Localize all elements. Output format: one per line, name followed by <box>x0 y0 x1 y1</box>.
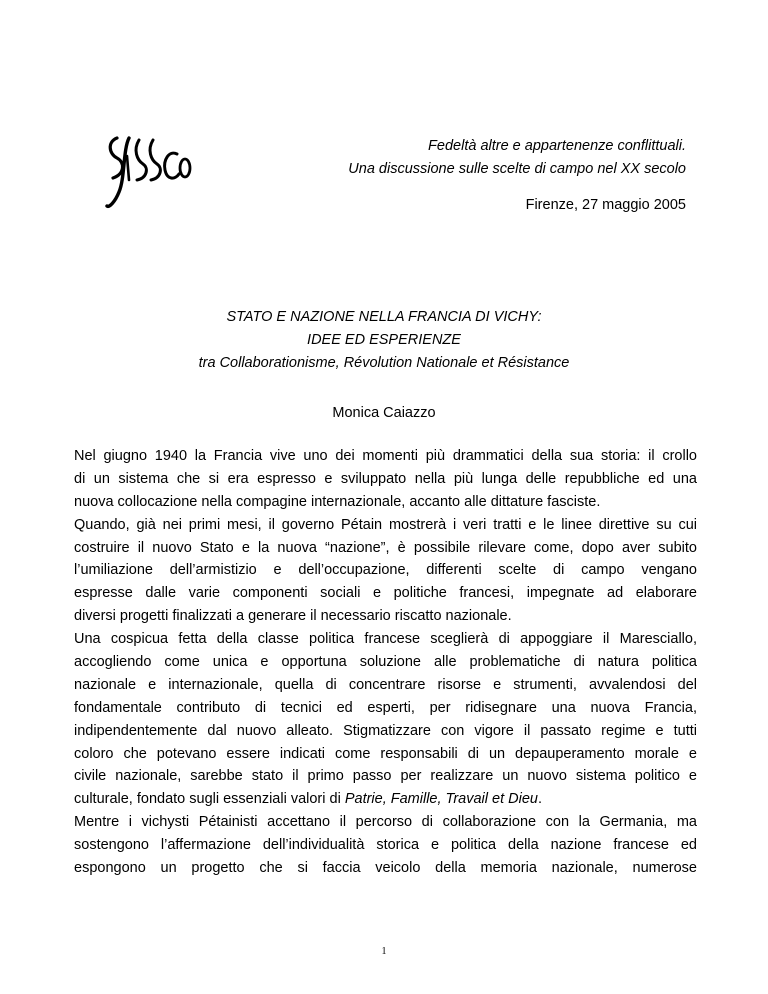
body-line: accogliendo come unica e opportuna soluzione alle problematiche di natura politica <box>74 654 697 671</box>
paper-title-line-2: IDEE ED ESPERIENZE <box>307 332 461 348</box>
body-line: costruire il nuovo Stato e la nuova “nazione”, è possibile rilevare come, dopo aver subito <box>74 539 697 556</box>
body-line: diversi progetti finalizzati a generare il necessario riscatto nazionale. <box>74 608 512 625</box>
place-date: Firenze, 27 maggio 2005 <box>525 197 686 213</box>
conference-title: Fedeltà altre e appartenenze conflittuali. <box>428 138 686 154</box>
author-name: Monica Caiazzo <box>332 405 436 421</box>
body-line: fondamentale contributo di tecnici ed esperti, per ridisegnare una nuova Francia, <box>74 699 697 716</box>
paper-subtitle: tra Collaborationisme, Révolution Nationale et Résistance <box>198 355 570 371</box>
body-line: civile nazionale, sarebbe stato il primo passo per realizzare un nuovo sistema politico e <box>74 768 697 785</box>
body-line: Quando, già nei primi mesi, il governo Pétain mostrerà i veri tratti e le linee direttive su cui <box>74 516 697 533</box>
body-line: nazionale e internazionale, quella di concentrare risorse e strumenti, avvalendosi del <box>74 676 697 693</box>
body-text <box>74 445 697 880</box>
conference-subtitle: Una discussione sulle scelte di campo nel XX secolo <box>348 161 686 177</box>
body-line: Una cospicua fetta della classe politica francese sceglierà di appoggiare il Maresciallo, <box>74 631 697 648</box>
body-line: espongono un progetto che si faccia veicolo della memoria nazionale, numerose <box>74 860 697 877</box>
page-number: 1 <box>381 946 387 957</box>
body-line: di un sistema che si era espresso e sviluppato nella più lunga delle repubbliche ed una <box>74 470 697 487</box>
body-line: sostengono l’affermazione dell’individualità storica e politica della nazione francese ed <box>74 837 697 854</box>
body-line: Mentre i vichysti Pétainisti accettano il percorso di collaborazione con la Germania, ma <box>74 814 697 831</box>
body-text-run: culturale, fondato sugli essenziali valori di <box>74 791 345 808</box>
sissco-logo <box>103 128 193 212</box>
body-line: indipendentemente dal nuovo alleato. Stigmatizzare con vigore il passato regime e tutti <box>74 722 697 739</box>
body-line: nuova collocazione nella compagine internazionale, accanto alle dittature fasciste. <box>74 493 601 510</box>
paper-title-line-1: STATO E NAZIONE NELLA FRANCIA DI VICHY: <box>226 309 542 325</box>
body-text-run: . <box>537 791 542 808</box>
body-line: Nel giugno 1940 la Francia vive uno dei momenti più drammatici della sua storia: il crollo <box>74 448 697 464</box>
motto-italic: Patrie, Famille, Travail et Dieu <box>344 791 538 808</box>
body-line: coloro che potevano essere indicati come responsabili di un depauperamento morale e <box>74 745 697 762</box>
body-line <box>74 788 697 811</box>
body-line: l’umiliazione dell’armistizio e dell’occupazione, differenti scelte di campo vengano <box>74 562 697 579</box>
body-line: espresse dalle varie componenti sociali e politiche francesi, impegnate ad elaborare <box>74 585 697 602</box>
